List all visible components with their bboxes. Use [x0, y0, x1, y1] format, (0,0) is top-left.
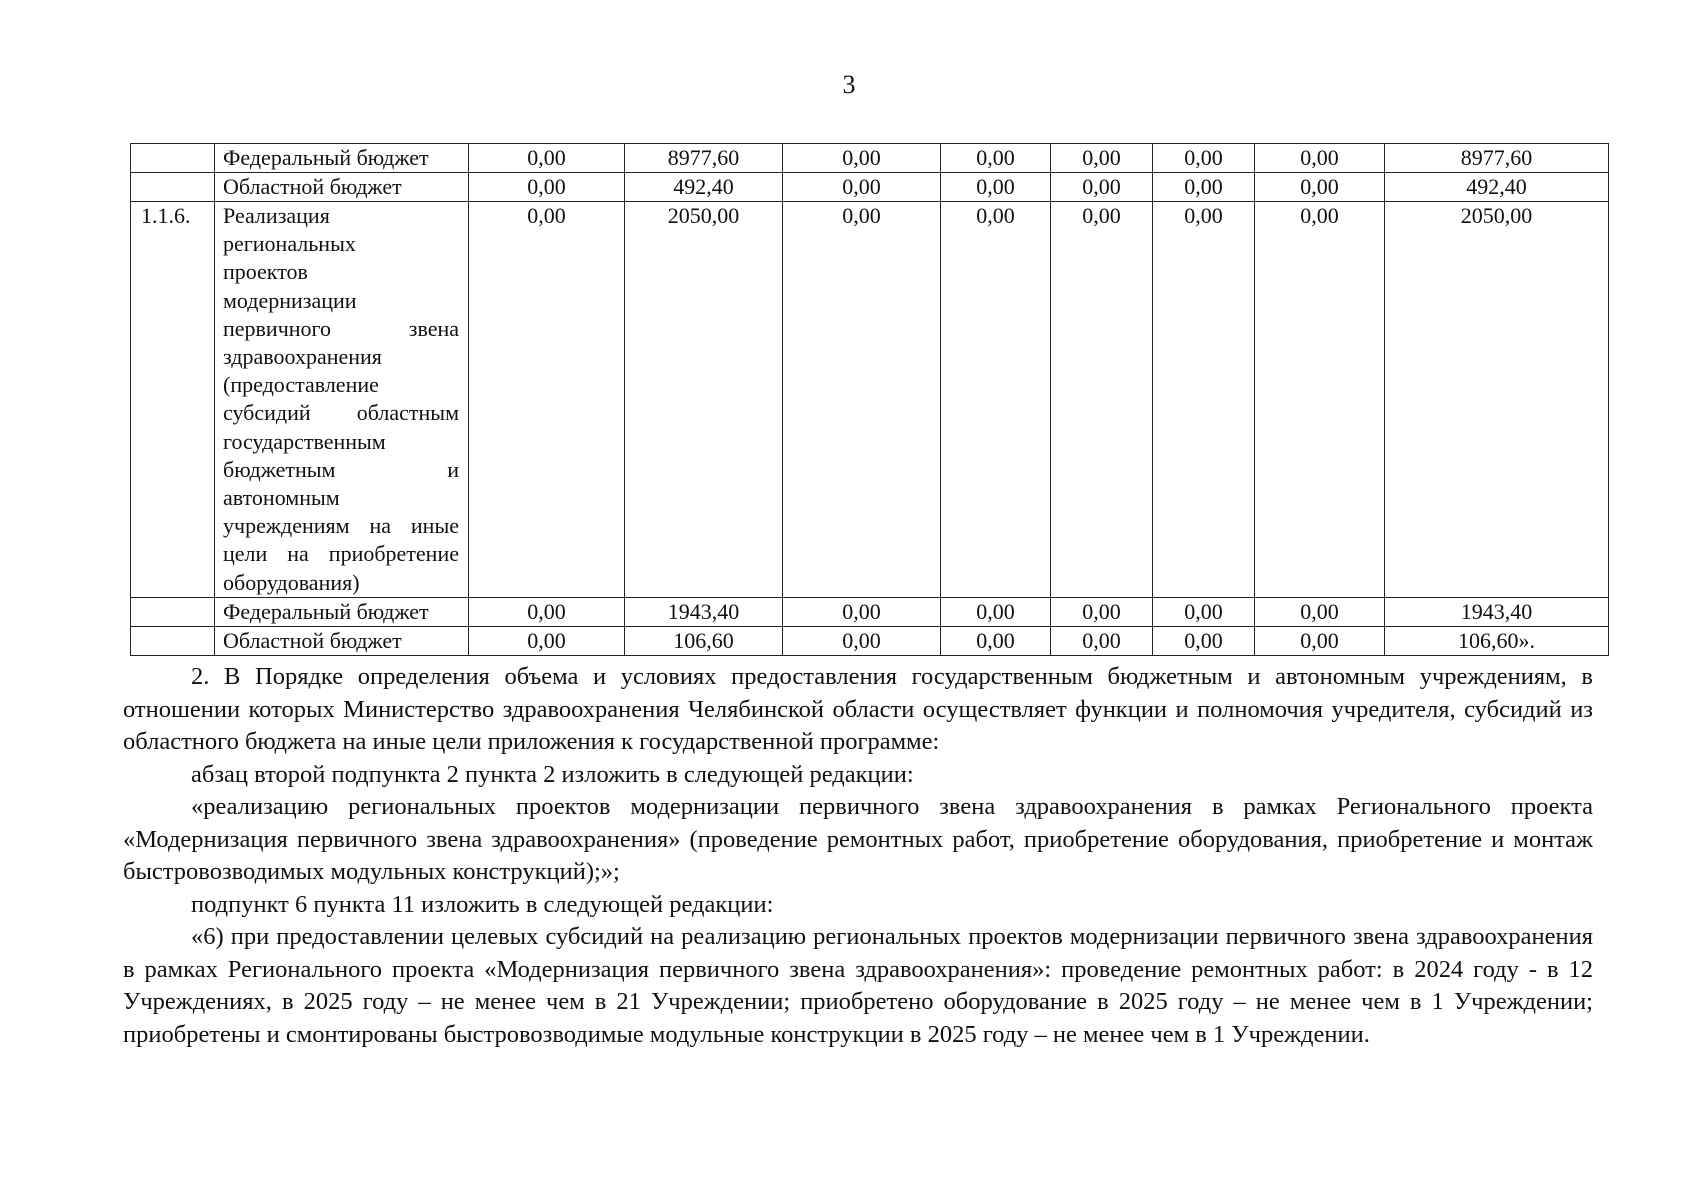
row-name [215, 202, 469, 598]
paragraph: 2. В Порядке определения объема и условиях предоставления государственным бюджетным и автономным учреждениям, в отношении которых Министерство здравоохранения Челябинской области осуществляет функции и полномочия учредителя, субсидий из областного бюджета на иные цели приложения к государственной программе: [123, 663, 1593, 755]
total-cell: 1943,40 [1385, 597, 1609, 626]
name-line: субсидий областным [223, 400, 459, 426]
paragraph: подпункт 6 пункта 11 изложить в следующей редакции: [191, 890, 774, 918]
value-cell: 0,00 [469, 173, 625, 202]
paragraph: «реализацию региональных проектов модернизации первичного звена здравоохранения в рамках Регионального проекта «Модернизация первичного звена здравоохранения» (проведение ремонтных работ, приобретение оборудования, приобретение и монтаж быстровозводимых модульных конструкций);»; [123, 793, 1593, 885]
value-cell: 0,00 [1255, 202, 1385, 598]
value-cell: 0,00 [941, 597, 1051, 626]
table-row [131, 597, 1609, 626]
value-cell: 0,00 [1051, 597, 1153, 626]
value-cell: 0,00 [941, 144, 1051, 173]
value-cell: 1943,40 [625, 597, 783, 626]
value-cell: 492,40 [625, 173, 783, 202]
value-cell: 0,00 [1051, 202, 1153, 598]
page-number: 3 [842, 70, 856, 99]
value-cell: 0,00 [469, 626, 625, 655]
value-cell: 8977,60 [625, 144, 783, 173]
name-line: проектов [223, 259, 308, 285]
name-line: цели на приобретение [223, 541, 459, 567]
paragraph: абзац второй подпункта 2 пункта 2 изложить в следующей редакции: [191, 760, 914, 788]
total-cell: 8977,60 [1385, 144, 1609, 173]
total-cell: 492,40 [1385, 173, 1609, 202]
value-cell: 0,00 [469, 597, 625, 626]
value-cell: 0,00 [1255, 173, 1385, 202]
value-cell: 0,00 [1255, 626, 1385, 655]
value-cell: 0,00 [1153, 144, 1255, 173]
row-name: Федеральный бюджет [215, 597, 469, 626]
row-name: Областной бюджет [215, 626, 469, 655]
value-cell: 0,00 [1153, 173, 1255, 202]
value-cell: 0,00 [1255, 597, 1385, 626]
value-cell: 0,00 [1153, 202, 1255, 598]
paragraph: «6) при предоставлении целевых субсидий на реализацию региональных проектов модернизации первичного звена здравоохранения в рамках Регионального проекта «Модернизация первичного звена здравоохранения»: проведение ремонтных работ: в 2024 году - в 12 Учреждениях, в 2025 году – не менее чем в 21 Учреждении; приобретено оборудование в 2025 году – не менее чем в 1 Учреждении; приобретены и смонтированы быстровозводимые модульные конструкции в 2025 году – не менее чем в 1 Учреждении. [123, 923, 1593, 1048]
row-name: Областной бюджет [215, 173, 469, 202]
document-body [123, 661, 1593, 1051]
total-cell: 106,60». [1385, 626, 1609, 655]
value-cell: 0,00 [1153, 597, 1255, 626]
row-name-text [223, 202, 459, 597]
value-cell: 0,00 [783, 173, 941, 202]
name-line: региональных [223, 231, 356, 257]
row-code [131, 597, 215, 626]
name-line: автономным [223, 485, 340, 511]
total-cell: 2050,00 [1385, 202, 1609, 598]
name-line: учреждениям на иные [223, 513, 459, 539]
table-row [131, 144, 1609, 173]
value-cell: 0,00 [783, 597, 941, 626]
value-cell: 0,00 [941, 173, 1051, 202]
value-cell: 0,00 [469, 144, 625, 173]
name-line: (предоставление [223, 372, 379, 398]
table-row [131, 626, 1609, 655]
value-cell: 0,00 [783, 144, 941, 173]
row-code [131, 173, 215, 202]
name-line: здравоохранения [223, 344, 382, 370]
row-code: 1.1.6. [131, 202, 215, 598]
name-line: Реализация [223, 203, 330, 228]
value-cell: 0,00 [1255, 144, 1385, 173]
value-cell: 0,00 [1051, 626, 1153, 655]
value-cell: 0,00 [783, 202, 941, 598]
value-cell: 0,00 [1051, 144, 1153, 173]
name-line: бюджетным и [223, 456, 459, 482]
value-cell: 0,00 [1051, 173, 1153, 202]
value-cell: 106,60 [625, 626, 783, 655]
name-line: первичного звена [223, 315, 459, 341]
table-row [131, 202, 1609, 598]
row-code [131, 626, 215, 655]
value-cell: 0,00 [1153, 626, 1255, 655]
name-line: государственным [223, 428, 386, 454]
value-cell: 0,00 [941, 626, 1051, 655]
table-row [131, 173, 1609, 202]
row-name: Федеральный бюджет [215, 144, 469, 173]
budget-table [130, 143, 1609, 656]
value-cell: 2050,00 [625, 202, 783, 598]
value-cell: 0,00 [783, 626, 941, 655]
name-line: модернизации [223, 287, 357, 313]
value-cell: 0,00 [469, 202, 625, 598]
name-line: оборудования) [223, 569, 360, 595]
value-cell: 0,00 [941, 202, 1051, 598]
table-body [131, 144, 1609, 656]
row-code [131, 144, 215, 173]
